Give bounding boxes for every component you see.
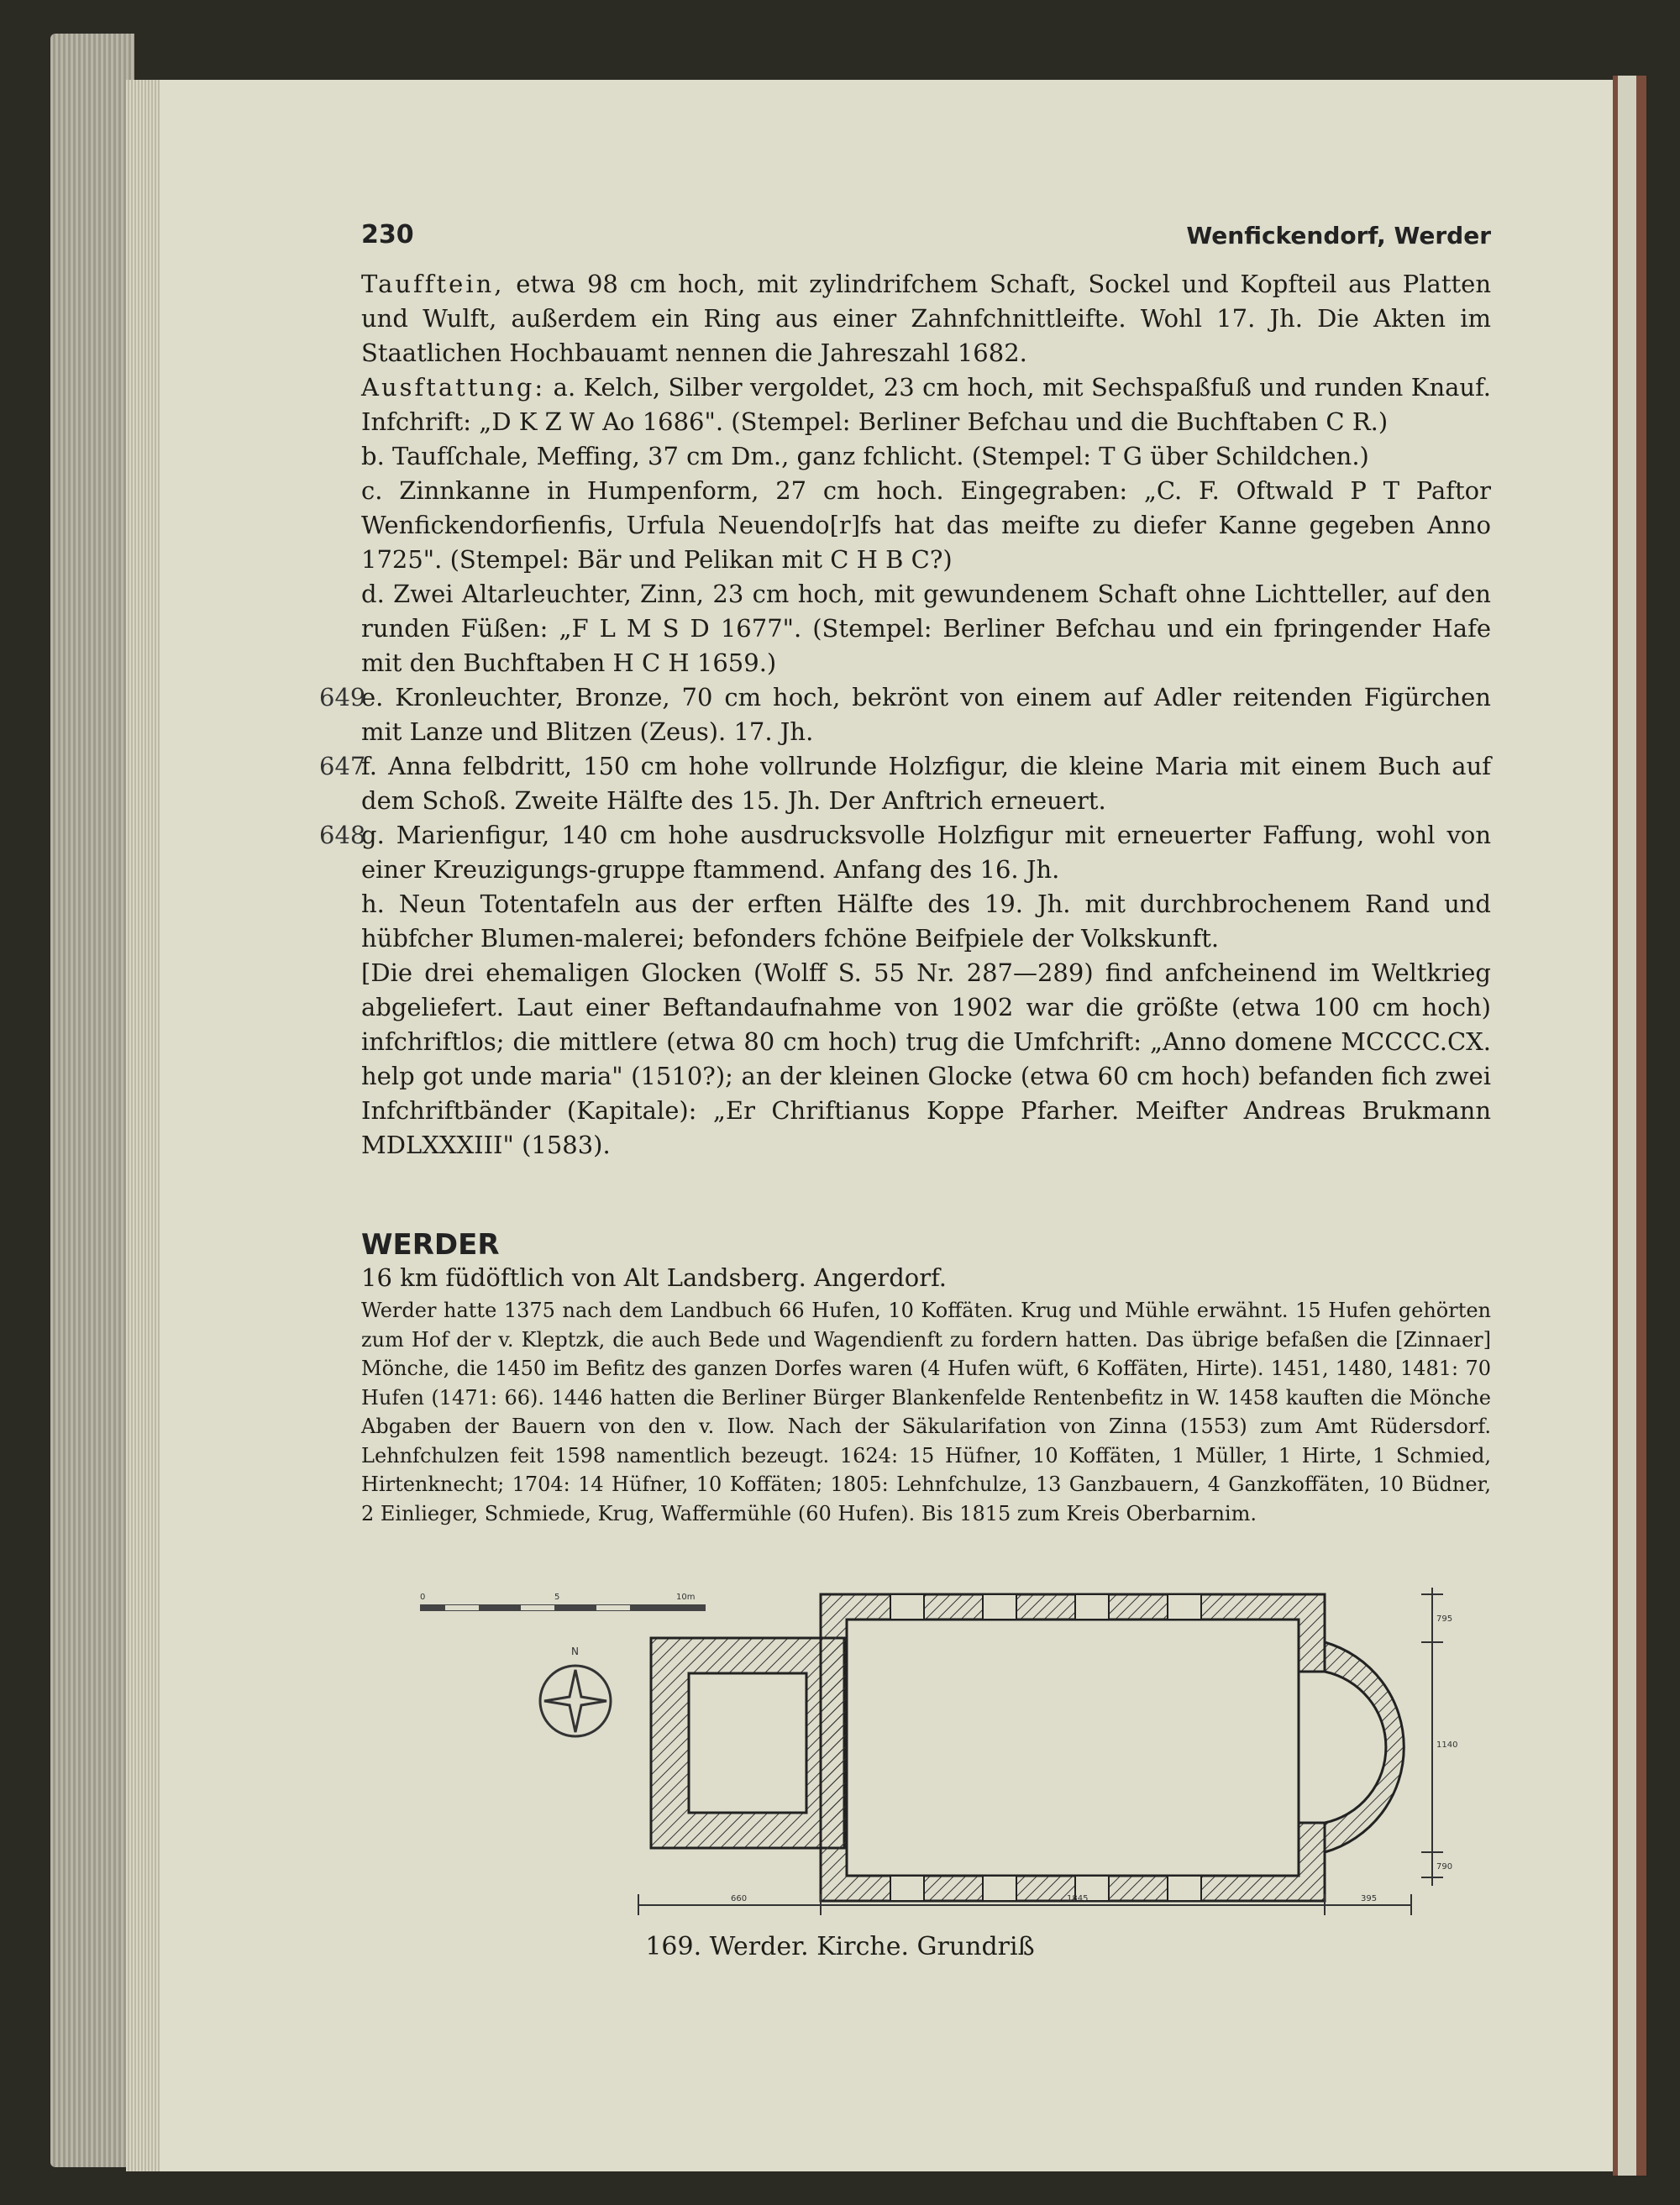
paragraph-ausstattung-b (361, 439, 1491, 474)
paragraph-glocken (361, 956, 1491, 1163)
paragraph-ausstattung-g (319, 818, 1491, 887)
section-history: Werder hatte 1375 nach dem Landbuch 66 Hufen, 10 Koffäten. Krug und Mühle erwähnt. 15 Hufen gehörten zum Hof der v. Kleptzk, die auch Bede und Wagendienft zu fordern hatten. Das übrige befaßen die [Zinnaer] Mönche, die 1450 im Befitz des ganzen Dorfes waren (4 Hufen wüft, 6 Koffäten, Hirte). 1451, 1480, 1481: 70 Hufen (1471: 66). 1446 hatten die Berliner Bürger Blankenfelde Rentenbefitz in W. 1458 kauften die Mönche Abgaben der Bauern von den v. Ilow. Nach der Säkularifation von Zinna (1553) zum Amt Rüdersdorf. Lehnfchulzen feit 1598 namentlich bezeugt. 1624: 15 Hüfner, 10 Koffäten, 1 Müller, 1 Hirte, 1 Schmied, Hirtenknecht; 1704: 14 Hüfner, 10 Koffäten; 1805: Lehnfchulze, 13 Ganzbauern, 4 Ganzkoffäten, 10 Büdner, 2 Einlieger, Schmiede, Krug, Waffermühle (60 Hufen). Bis 1815 zum Kreis Oberbarnim. (361, 1299, 1491, 1525)
page-number: 230 (361, 220, 414, 249)
paragraph-lead: Ausftattung: (361, 373, 546, 402)
paragraph-text: b. Taufſchale, Meffing, 37 cm Dm., ganz fchlicht. (Stempel: T G über Schildchen.) (361, 442, 1369, 470)
body-text (319, 267, 1491, 1163)
book-binding (50, 34, 134, 2167)
running-title: Wenfickendorf, Werder (1186, 222, 1491, 249)
paragraph-text: a. Kelch, Silber vergoldet, 23 cm hoch, mit Sechspaßfuß und runden Knauf. Infchrift: „D K Z W Ao 1686". (Stempel: Berliner Befchau und die Buchftaben C R.) (361, 373, 1491, 436)
margin-number: 647 (319, 752, 366, 780)
north-label: N (571, 1646, 579, 1657)
nave-plan (821, 1594, 1325, 1901)
north-arrow-icon (540, 1646, 611, 1736)
tower-plan (651, 1638, 844, 1848)
paragraph-text: f. Anna felbdritt, 150 cm hohe vollrunde Holzfigur, die kleine Maria mit einem Buch auf dem Schoß. Zweite Hälfte des 15. Jh. Der Anftrich erneuert. (361, 752, 1491, 815)
scale-label: 10m (676, 1593, 696, 1602)
section-title: WERDER (361, 1228, 500, 1262)
scale-label: 0 (420, 1593, 426, 1602)
paragraph-ausstattung-e (319, 680, 1491, 749)
paragraph-text: h. Neun Totentafeln aus der erften Hälfte des 19. Jh. mit durchbrochenem Rand und hübfcher Blumen-malerei; befonders fchöne Beifpiele der Volkskunft. (361, 890, 1491, 953)
paragraph-text: d. Zwei Altarleuchter, Zinn, 23 cm hoch, mit gewundenem Schaft ohne Lichtteller, auf den runden Füßen: „F L M S D 1677". (Stempel: Berliner Befchau und ein fpringender Hafe mit den Buchftaben H C H 1659.) (361, 580, 1491, 677)
paragraph-text: e. Kronleuchter, Bronze, 70 cm hoch, bekrönt von einem auf Adler reitenden Figürchen mit Lanze und Blitzen (Zeus). 17. Jh. (361, 683, 1491, 746)
dimension-label: 1140 (1436, 1740, 1458, 1750)
paragraph-text: c. Zinnkanne in Humpenform, 27 cm hoch. Eingegraben: „C. F. Oftwald P T Paftor Wenfickendorfienfis, Urfula Neuendo[r]fs hat das meifte zu diefer Kanne gegeben Anno 1725". (Stempel: Bär und Pelikan mit C H B C?) (361, 476, 1491, 574)
dimension-label: 395 (1361, 1894, 1378, 1903)
paragraph-ausstattung-d (361, 577, 1491, 680)
figure-caption: 169. Werder. Kirche. Grundriß (645, 1932, 1035, 1961)
dimension-label: 1845 (1067, 1894, 1089, 1903)
margin-number: 649 (319, 683, 366, 711)
scale-bar (420, 1593, 706, 1611)
paragraph-text: [Die drei ehemaligen Glocken (Wolff S. 55 Nr. 287—289) find anfcheinend im Weltkrieg abgeliefert. Laut einer Beftandaufnahme von 1902 war die größte (etwa 100 cm hoch) infchriftlos; die mittlere (etwa 80 cm hoch) trug die Umfchrift: „Anno domene MCCCC.CX. help got unde maria" (1510?); an der kleinen Glocke (etwa 60 cm hoch) befanden fich zwei Infchriftbänder (Kapitale): „Er Chriftianus Koppe Pfarher. Meifter Andreas Brukmann MDLXXXIII" (1583). (361, 958, 1491, 1159)
paragraph-ausstattung-a (361, 370, 1491, 439)
margin-number: 648 (319, 821, 366, 849)
paragraph-ausstattung-h (361, 887, 1491, 956)
dimension-label: 660 (731, 1894, 748, 1903)
paragraph-ausstattung-f (319, 749, 1491, 818)
scale-label: 5 (554, 1593, 560, 1602)
page-header (361, 220, 1491, 254)
paragraph-ausstattung-c (361, 474, 1491, 577)
paragraph-text: g. Marienfigur, 140 cm hohe ausdrucksvolle Holzfigur mit erneuerter Faffung, wohl von einer Kreuzigungs-gruppe ftammend. Anfang des 16. Jh. (361, 821, 1491, 884)
paragraph-taufstein (361, 267, 1491, 370)
section-subtitle: 16 km füdöftlich von Alt Landsberg. Angerdorf. (361, 1263, 948, 1292)
page-edges (126, 80, 164, 2171)
paragraph-lead: Taufftein, (361, 270, 505, 298)
apse-plan (1299, 1642, 1404, 1852)
paragraph-text: etwa 98 cm hoch, mit zylindrifchem Schaft, Sockel und Kopfteil aus Platten und Wulft, außerdem ein Ring aus einer Zahnfchnittleifte. Wohl 17. Jh. Die Akten im Staatlichen Hochbauamt nennen die Jahreszahl 1682. (361, 270, 1491, 367)
dimension-label: 790 (1436, 1862, 1453, 1872)
facing-page-edge (1613, 76, 1646, 2176)
dimension-label: 795 (1436, 1614, 1453, 1624)
floor-plan-figure (403, 1571, 1478, 1932)
